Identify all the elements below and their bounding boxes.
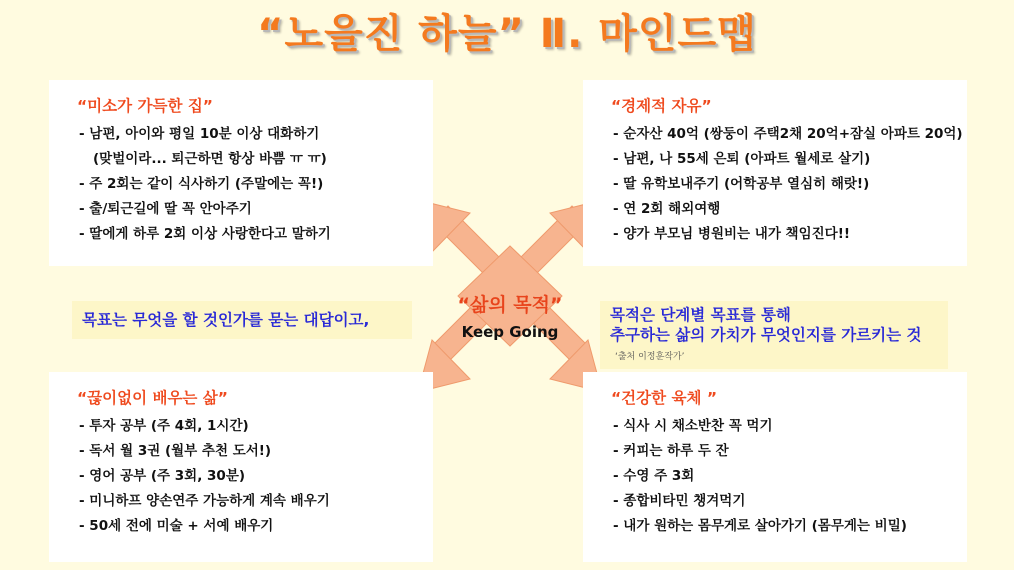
quadrant-happy-home [49,80,433,266]
list-item: - 영어 공부 (주 3회, 30분) [79,468,246,484]
purpose-line-1: 목적은 단계별 목표를 통해 [610,306,791,324]
list-item: - 연 2회 해외여행 [613,201,721,217]
list-item: - 내가 원하는 몸무게로 살아가기 (몸무게는 비밀) [613,518,907,534]
list-item: (맞벌이라... 퇴근하면 항상 바쁨 ㅠ ㅠ) [93,151,327,167]
purpose-source: ‘출처 이정훈작가’ [615,352,685,362]
list-item: - 투자 공부 (주 4회, 1시간) [79,418,249,434]
center-subtitle: Keep Going [461,323,559,341]
list-item: - 미니하프 양손연주 가능하게 계속 배우기 [79,493,330,509]
list-item: - 커피는 하루 두 잔 [613,443,729,459]
quadrant-heading: “미소가 가득한 집” [77,97,213,115]
list-item: - 양가 부모님 병원비는 내가 책임진다!! [613,226,851,242]
purpose-line-2: 추구하는 삶의 가치가 무엇인지를 가르키는 것 [610,326,922,344]
list-item: - 딸 유학보내주기 (어학공부 열심히 해랏!) [613,176,870,192]
list-item: - 종합비타민 챙겨먹기 [613,493,746,509]
purpose-definition [600,301,948,369]
center-title: “삶의 목적” [457,294,563,316]
list-item: - 50세 전에 미술 + 서예 배우기 [79,518,274,534]
quadrant-heading: “끊이없이 배우는 삶” [77,389,228,407]
list-item: - 순자산 40억 (쌍둥이 주택2채 20억+잠실 아파트 20억) [613,126,963,142]
quadrant-lifelong-learning [49,372,433,562]
quadrant-economic-freedom [583,80,967,266]
quadrant-list [79,414,330,539]
goal-definition: 목표는 무엇을 할 것인가를 묻는 대답이고, [72,301,412,339]
quadrant-heading: “경제적 자유” [611,97,712,115]
quadrant-healthy-body [583,372,967,562]
list-item: - 출/퇴근길에 딸 꼭 안아주기 [79,201,252,217]
quadrant-list [613,122,963,247]
quadrant-list [613,414,907,539]
list-item: - 딸에게 하루 2회 이상 사랑한다고 말하기 [79,226,331,242]
page-title: “노을진 하늘” Ⅱ. 마인드맵 [257,11,757,57]
list-item: - 독서 월 3권 (월부 추천 도서!) [79,443,272,459]
list-item: - 남편, 나 55세 은퇴 (아파트 월세로 살기) [613,151,871,167]
list-item: - 수영 주 3회 [613,468,695,484]
list-item: - 주 2회는 같이 식사하기 (주말에는 꼭!) [79,176,324,192]
list-item: - 식사 시 채소반찬 꼭 먹기 [613,418,773,434]
quadrant-heading: “건강한 육체 ” [611,389,718,407]
list-item: - 남편, 아이와 평일 10분 이상 대화하기 [79,126,320,142]
quadrant-list [79,122,331,247]
